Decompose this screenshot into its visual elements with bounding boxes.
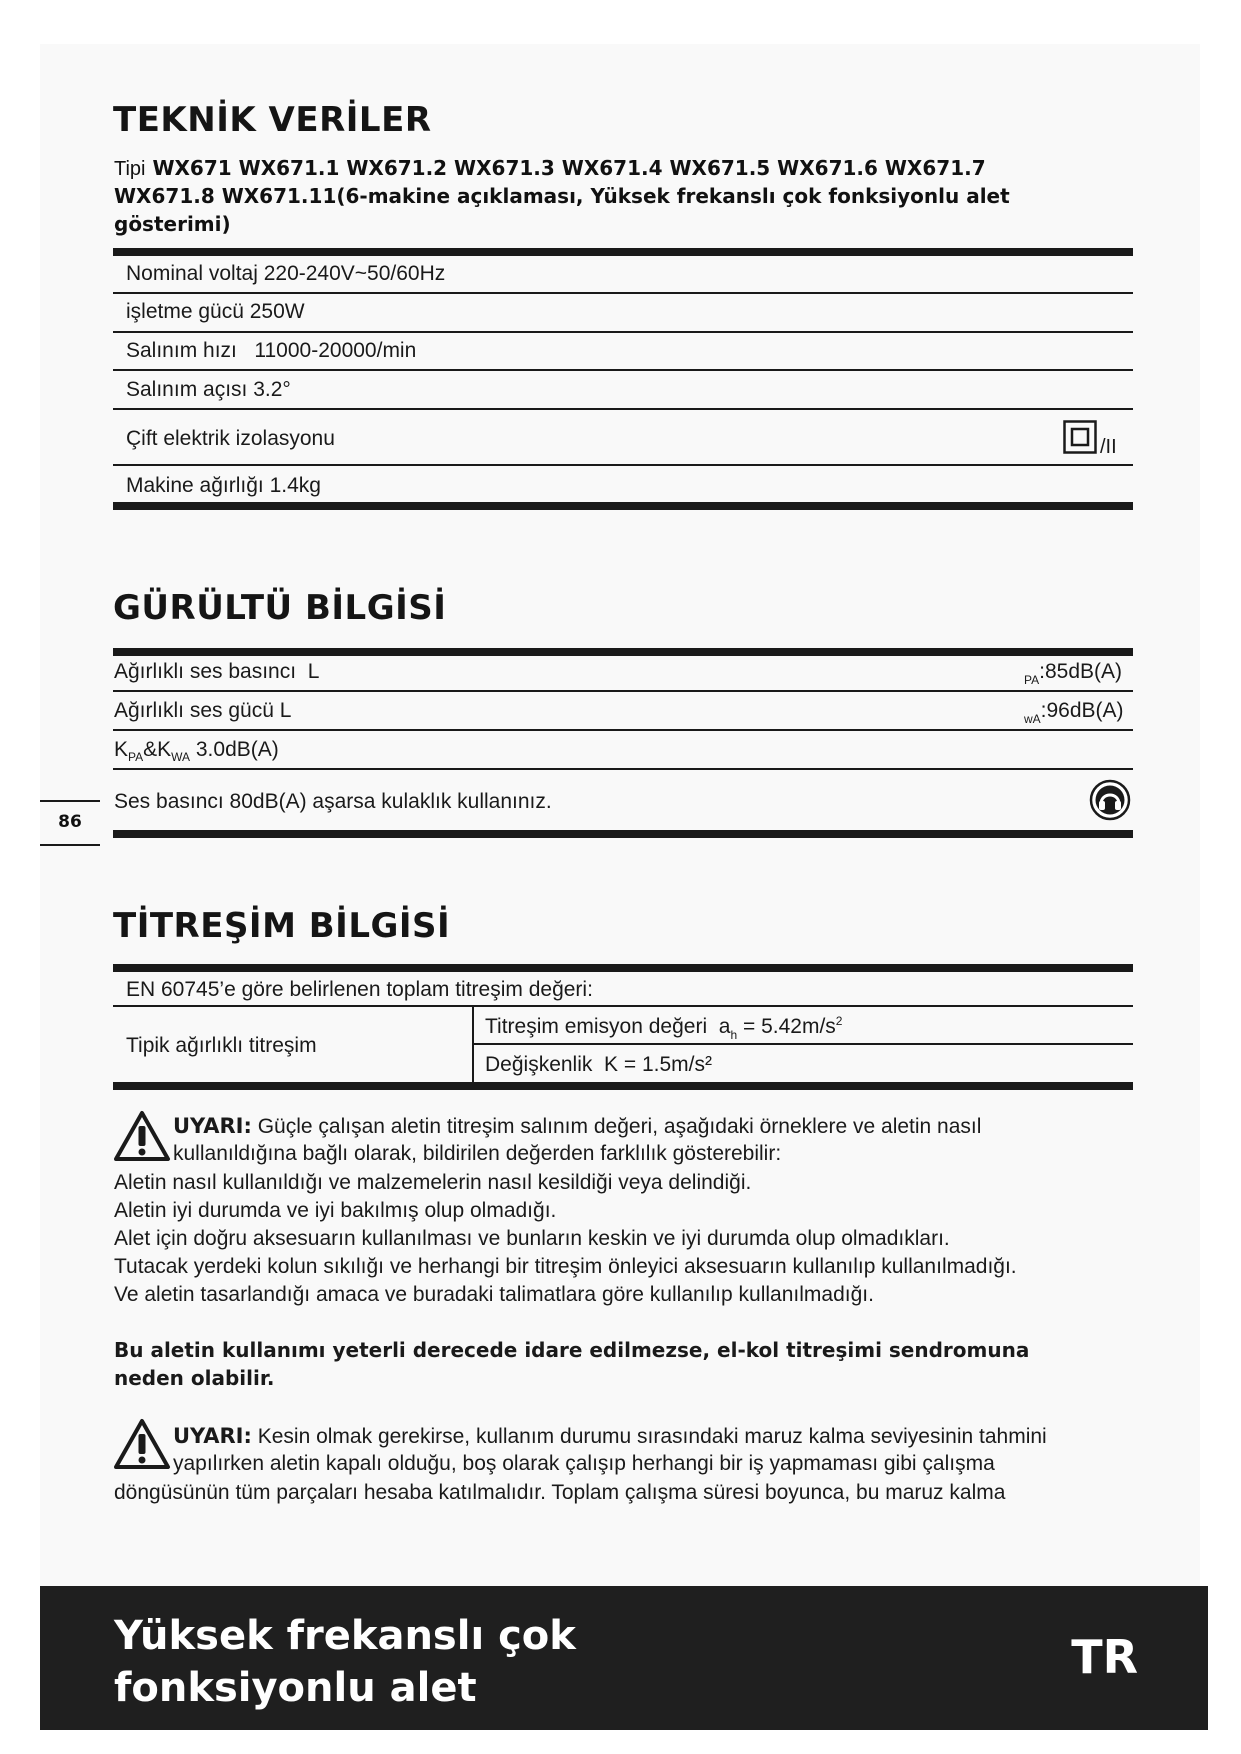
language-code: TR: [1071, 1630, 1138, 1684]
warning2-line1: [173, 1422, 1047, 1451]
warning1-text: Güçle çalışan aletin titreşim salınım değeri, aşağıdaki örneklere ve aletin nasıl: [251, 1115, 982, 1138]
warning1-item: Aletin iyi durumda ve iyi bakılmış olup olmadığı.: [114, 1199, 557, 1222]
noise-heading: GÜRÜLTÜ BİLGİSİ: [113, 588, 447, 628]
k-sub-pa: PA: [128, 750, 144, 764]
warning-triangle-icon: [113, 1418, 171, 1470]
vib-emission-label: Titreşim emisyon değeri a: [485, 1015, 731, 1038]
warning2-label: UYARI:: [173, 1424, 252, 1448]
k-value: 3.0dB(A): [190, 738, 279, 761]
noise-row-divider: [113, 690, 1133, 692]
vib-emission-sup: 2: [835, 1014, 843, 1028]
page-number-rule-top: [40, 800, 100, 802]
noise-table-bottom-rule: [113, 830, 1133, 838]
noise-pressure-value: [1024, 660, 1122, 687]
tech-row-angle: Salınım açısı 3.2°: [126, 378, 291, 401]
vibration-heading: TİTREŞİM BİLGİSİ: [113, 906, 451, 946]
type-line-1: [114, 154, 986, 183]
k-letter: K: [114, 738, 129, 761]
insulation-class: /II: [1100, 436, 1117, 458]
k-sub-wa: WA: [171, 750, 191, 764]
warning1-line2: kullanıldığına bağlı olarak, bildirilen değerden farklılık gösterebilir:: [173, 1142, 782, 1165]
page-number: 86: [58, 812, 82, 832]
tech-row-divider: [113, 292, 1133, 294]
warning1-label: UYARI:: [173, 1114, 252, 1138]
warning1-item: Ve aletin tasarlandığı amaca ve buradaki talimatlara göre kullanılıp kullanılmadığı.: [114, 1283, 874, 1306]
ear-protection-note: Ses basıncı 80dB(A) aşarsa kulaklık kullanınız.: [114, 790, 552, 813]
vib-typical-label: Tipik ağırlıklı titreşim: [126, 1034, 317, 1057]
vib-variability: Değişkenlik K = 1.5m/s²: [485, 1053, 713, 1076]
vib-emission-value: = 5.42m/s: [737, 1015, 836, 1038]
warning1-item: Aletin nasıl kullanıldığı ve malzemelerin nasıl kesildiği veya delindiği.: [114, 1171, 752, 1194]
type-models-1: WX671 WX671.1 WX671.2 WX671.3 WX671.4 WX671.5 WX671.6 WX671.7: [152, 156, 986, 180]
tech-row-speed: Salınım hızı 11000-20000/min: [126, 339, 417, 362]
noise-pressure-number: :85dB(A): [1039, 660, 1122, 683]
tech-row-insulation: Çift elektrik izolasyonu: [126, 427, 335, 450]
vib-emission: [485, 1014, 842, 1042]
type-line-3: gösterimi): [114, 212, 231, 236]
footer-title: [114, 1610, 576, 1714]
vib-table-bottom-rule: [113, 1082, 1133, 1090]
vib-row-divider: [474, 1043, 1133, 1045]
ear-protection-icon: [1089, 779, 1131, 821]
vib-emission-sub: h: [730, 1028, 738, 1042]
footer-band: [40, 1586, 1208, 1730]
noise-uncertainty: [114, 738, 279, 764]
tech-row-divider: [113, 408, 1133, 410]
tech-row-power: işletme gücü 250W: [126, 300, 305, 323]
warning1-line1: [173, 1112, 981, 1141]
warning-triangle-icon: [113, 1110, 171, 1162]
tech-row-weight: Makine ağırlığı 1.4kg: [126, 474, 321, 497]
tech-row-voltage: Nominal voltaj 220-240V~50/60Hz: [126, 262, 446, 285]
warning2-line2: yapılırken aletin kapalı olduğu, boş olarak çalışıp herhangi bir iş yapmaması gibi çalışma: [173, 1452, 995, 1475]
double-insulation-icon: [1063, 420, 1097, 454]
vib-intro: EN 60745’e göre belirlenen toplam titreşim değeri:: [126, 978, 593, 1001]
tech-row-divider: [113, 369, 1133, 371]
warning2-line3: döngüsünün tüm parçaları hesaba katılmalıdır. Toplam çalışma süresi boyunca, bu maruz kalma: [114, 1481, 1006, 1504]
warning2-text: Kesin olmak gerekirse, kullanım durumu sırasındaki maruz kalma seviyesinin tahmini: [251, 1425, 1047, 1448]
noise-power-label: Ağırlıklı ses gücü L: [114, 699, 292, 722]
noise-pressure-sub: PA: [1024, 673, 1040, 687]
tech-table-top-rule: [113, 248, 1133, 256]
vib-row-divider: [113, 1005, 1133, 1007]
tech-row-divider: [113, 331, 1133, 333]
vib-table-top-rule: [113, 964, 1133, 972]
warning1-item: Alet için doğru aksesuarın kullanılması ve bunların keskin ve iyi durumda olup olmadıkları.: [114, 1227, 950, 1250]
tech-row-divider: [113, 464, 1133, 466]
type-line-2: WX671.8 WX671.11(6-makine açıklaması, Yüksek frekanslı çok fonksiyonlu alet: [114, 184, 1010, 208]
page-number-rule-bottom: [40, 844, 100, 846]
type-prefix: Tipi: [114, 158, 146, 180]
warning1-item: Tutacak yerdeki kolun sıkılığı ve herhangi bir titreşim önleyici aksesuarın kullanılıp kullanılmadığı.: [114, 1255, 1017, 1278]
noise-row-divider: [113, 768, 1133, 770]
noise-table-top-rule: [113, 648, 1133, 656]
footer-title-line2: fonksiyonlu alet: [114, 1665, 477, 1711]
vib-column-divider: [472, 1007, 474, 1084]
hav-note-line1: Bu aletin kullanımı yeterli derecede idare edilmezse, el-kol titreşimi sendromuna: [114, 1338, 1030, 1362]
footer-title-line1: Yüksek frekanslı çok: [114, 1613, 576, 1659]
noise-pressure-label: Ağırlıklı ses basıncı L: [114, 660, 320, 683]
tech-table-bottom-rule: [113, 502, 1133, 510]
k-amp: &K: [143, 738, 172, 761]
noise-power-sub: wA: [1024, 712, 1041, 726]
noise-power-value: [1024, 699, 1124, 726]
hav-note-line2: neden olabilir.: [114, 1366, 275, 1390]
noise-row-divider: [113, 729, 1133, 731]
technical-heading: TEKNİK VERİLER: [113, 100, 432, 140]
noise-power-number: :96dB(A): [1040, 699, 1124, 722]
